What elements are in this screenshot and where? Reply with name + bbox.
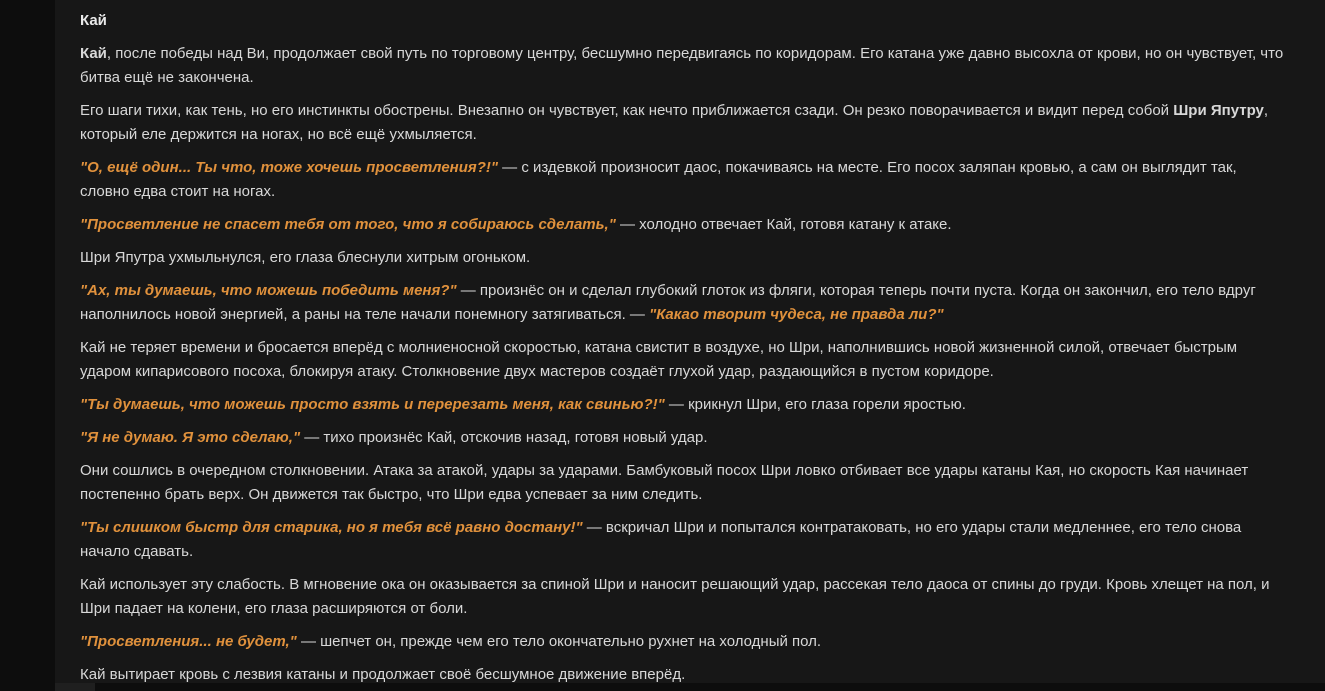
- dialogue-quote: "Ты думаешь, что можешь просто взять и перерезать меня, как свинью?!": [80, 396, 665, 413]
- narration-text: Кай вытирает кровь с лезвия катаны и продолжает своё бесшумное движение вперёд.: [80, 666, 686, 683]
- dialogue-quote: "О, ещё один... Ты что, тоже хочешь просветления?!": [80, 159, 498, 176]
- story-paragraph: [80, 336, 1287, 384]
- narration-text: — крикнул Шри, его глаза горели яростью.: [664, 396, 966, 413]
- narration-text: — шепчет он, прежде чем его тело окончательно рухнет на холодный пол.: [296, 633, 822, 650]
- story-paragraph: [80, 426, 1287, 450]
- dialogue-quote: "Просветление не спасет тебя от того, что я собираюсь сделать,": [80, 216, 616, 233]
- message-author: Кай: [80, 12, 107, 29]
- story-paragraph: [80, 156, 1287, 204]
- message-body: [80, 42, 1287, 687]
- story-paragraph: [80, 99, 1287, 147]
- narration-text: — тихо произнёс Кай, отскочив назад, готовя новый удар.: [300, 429, 708, 446]
- dialogue-quote: "Ты слишком быстр для старика, но я тебя всё равно достану!": [80, 519, 583, 536]
- story-paragraph: [80, 246, 1287, 270]
- narration-text: — с издевкой произносит даос, покачиваясь на месте. Его посох заляпан кровью, а сам он выглядит так, словно едва стоит на ногах.: [80, 159, 1237, 200]
- story-paragraph: [80, 213, 1287, 237]
- partial-next-block: [55, 683, 95, 691]
- narration-text: Его шаги тихи, как тень, но его инстинкты обострены. Внезапно он чувствует, как нечто приближается сзади. Он резко поворачивается и видит перед собой: [80, 102, 1174, 119]
- character-name: Кай: [80, 45, 107, 62]
- dialogue-quote: "Я не думаю. Я это сделаю,": [80, 429, 301, 446]
- story-paragraph: [80, 393, 1287, 417]
- dialogue-quote: "Какао творит чудеса, не правда ли?": [649, 306, 944, 323]
- story-paragraph: [80, 279, 1287, 327]
- narration-text: Кай использует эту слабость. В мгновение ока он оказывается за спиной Шри и наносит решающий удар, рассекая тело даоса от спины до груди. Кровь хлещет на пол, и Шри падает на колени, его глаза расширяются от боли.: [80, 576, 1270, 617]
- narration-text: Кай не теряет времени и бросается вперёд с молниеносной скоростью, катана свистит в воздухе, но Шри, наполнившись новой жизненной силой, отвечает быстрым ударом кипарисового посоха, блокируя атаку. Столкновение двух мастеров создаёт глухой удар, раздающийся в пустом коридоре.: [80, 339, 1238, 380]
- story-paragraph: [80, 42, 1287, 90]
- dialogue-quote: "Просветления... не будет,": [80, 633, 297, 650]
- narration-text: — вскричал Шри и попытался контратаковать, но его удары стали медленнее, его тело снова начало сдавать.: [80, 519, 1242, 560]
- narration-text: Они сошлись в очередном столкновении. Атака за атакой, удары за ударами. Бамбуковый посох Шри ловко отбивает все удары катаны Кая, но скорость Кая начинает постепенно брать верх. Он движется так быстро, что Шри едва успевает за ним следить.: [80, 462, 1249, 503]
- character-name: Шри Япутру: [1173, 102, 1264, 119]
- narration-text: Шри Япутра ухмыльнулся, его глаза блеснули хитрым огоньком.: [80, 249, 531, 266]
- chat-message: [55, 0, 1325, 683]
- story-paragraph: [80, 663, 1287, 687]
- story-paragraph: [80, 516, 1287, 564]
- story-paragraph: [80, 573, 1287, 621]
- narration-text: , который еле держится на ногах, но всё ещё ухмыляется.: [80, 102, 1269, 143]
- narration-text: — холодно отвечает Кай, готовя катану к атаке.: [615, 216, 952, 233]
- narration-text: , после победы над Ви, продолжает свой путь по торговому центру, бесшумно передвигаясь по коридорам. Его катана уже давно высохла от крови, но он чувствует, что битва ещё не закончена.: [80, 45, 1284, 86]
- story-paragraph: [80, 459, 1287, 507]
- story-paragraph: [80, 630, 1287, 654]
- narration-text: — произнёс он и сделал глубокий глоток из фляги, которая теперь почти пуста. Когда он закончил, его тело вдруг наполнилось новой энергией, а раны на теле начали понемногу затягиваться. —: [80, 282, 1256, 323]
- dialogue-quote: "Ах, ты думаешь, что можешь победить меня?": [80, 282, 457, 299]
